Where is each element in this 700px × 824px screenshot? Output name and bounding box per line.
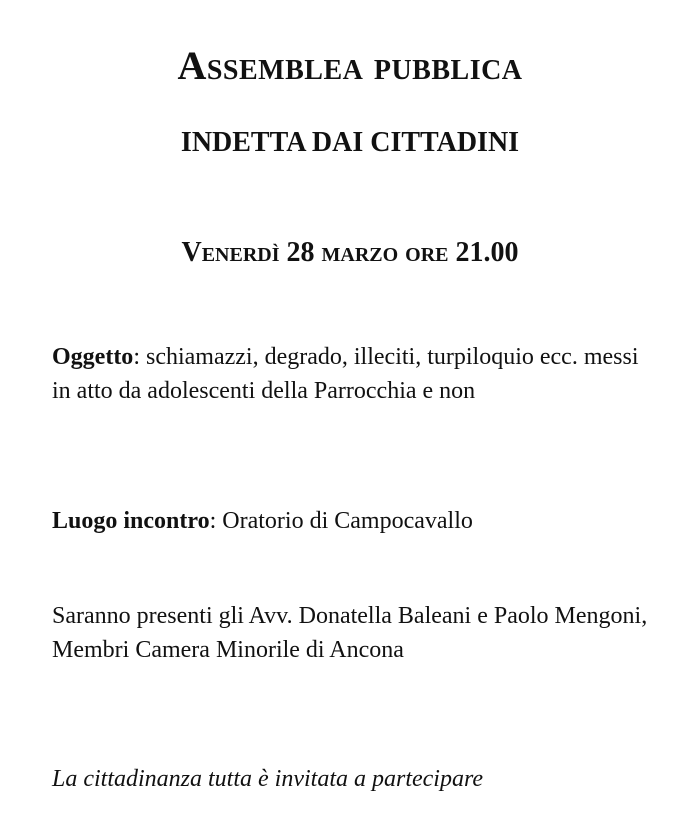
event-date xyxy=(0,238,700,269)
presenti-paragraph: Saranno presenti gli Avv. Donatella Baleani e Paolo Mengoni, Membri Camera Minorile di Ancona xyxy=(52,603,648,663)
event-day-number: 28 xyxy=(286,237,315,268)
invito-paragraph: La cittadinanza tutta è invitata a partecipare xyxy=(52,766,484,792)
event-day-label: Venerdì xyxy=(181,237,280,268)
oggetto-label: Oggetto xyxy=(52,344,134,370)
event-time: 21.00 xyxy=(455,237,519,268)
event-month-time-label: marzo ore xyxy=(321,237,449,268)
luogo-text: : Oratorio di Campocavallo xyxy=(209,508,473,534)
page-title: Assemblea pubblica xyxy=(177,43,523,88)
luogo-label: Luogo incontro xyxy=(52,508,210,534)
luogo-paragraph xyxy=(52,504,652,538)
oggetto-text: : schiamazzi, degrado, illeciti, turpiloquio ecc. messi in atto da adolescenti della Parrocchia e non xyxy=(52,344,639,404)
page-subtitle: INDETTA DAI CITTADINI xyxy=(180,127,520,158)
oggetto-paragraph xyxy=(52,340,652,408)
